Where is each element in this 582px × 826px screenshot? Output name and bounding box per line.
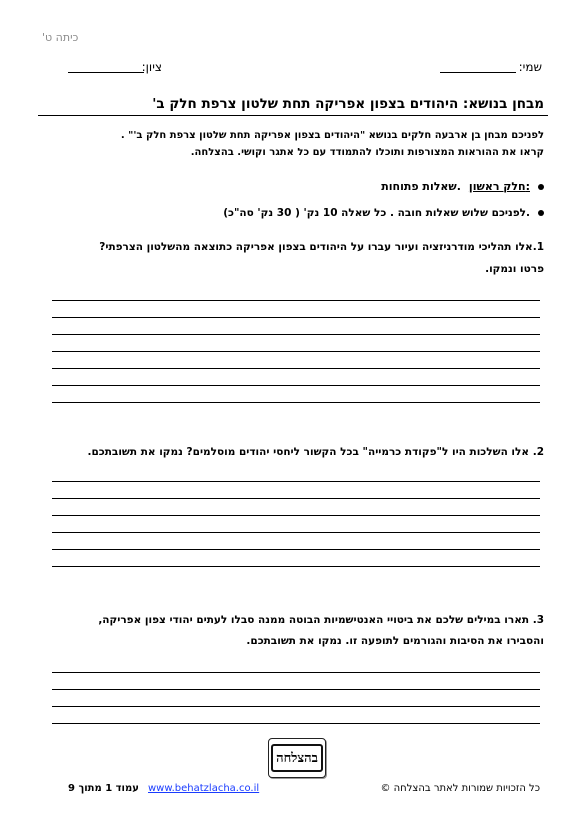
bullet-icon <box>538 210 544 216</box>
question-1-line-2: פרטו ונמקו. <box>485 263 544 275</box>
answer-line[interactable] <box>52 689 540 690</box>
answer-line[interactable] <box>52 351 540 352</box>
grade-label: כיתה ט' <box>42 31 79 44</box>
answer-line[interactable] <box>52 723 540 724</box>
answer-line[interactable] <box>52 532 540 533</box>
site-logo <box>268 738 326 778</box>
answer-line[interactable] <box>52 300 540 301</box>
section-instruction <box>34 207 544 219</box>
intro-line-1: לפניכם מבחן בן ארבעה חלקים בנושא "היהודים בצפון אפריקה תחת שלטון צרפת חלק ב'" . <box>120 130 544 141</box>
footer-page-number: עמוד 1 מתוך 9 <box>68 783 139 794</box>
question-3-line-1: 3. תארו במילים שלכם את ביטויי האנטישמיות הבוטה ממנה סבלו לעתים יהודי צפון אפריקה, <box>98 614 544 626</box>
bullet-icon <box>538 184 544 190</box>
answer-line[interactable] <box>52 368 540 369</box>
name-field[interactable] <box>440 72 516 73</box>
logo-text: בהצלחה <box>271 744 323 772</box>
answer-line[interactable] <box>52 566 540 567</box>
answer-line[interactable] <box>52 549 540 550</box>
question-3-line-2: והסבירו את הסיבות והגורמים לתופעה זו. נמקו את תשובתכם. <box>246 635 544 647</box>
instruction-text: לפניכם שלוש שאלות חובה . כל שאלה 10 נק' ( 30 נק' סה"כ). <box>223 207 530 219</box>
footer-site-link[interactable]: www.behatzlacha.co.il <box>148 783 260 794</box>
section-heading <box>34 180 544 193</box>
section-prefix: חלק ראשון: <box>468 180 530 193</box>
score-field[interactable] <box>68 72 144 73</box>
answer-line[interactable] <box>52 334 540 335</box>
answer-line[interactable] <box>52 706 540 707</box>
answer-line[interactable] <box>52 317 540 318</box>
answer-line[interactable] <box>52 402 540 403</box>
page-title: מבחן בנושא: היהודים בצפון אפריקה תחת שלטון צרפת חלק ב' <box>152 96 544 112</box>
question-2-line-1: 2. אלו השלכות היו ל"פקודת כרמייה" בכל הקשור ליחסי יהודים מוסלמים? נמקו את תשובתכם. <box>87 446 544 458</box>
intro-line-2: קראו את ההוראות המצורפות ותוכלו להתמודד עם כל אתגר וקושי. בהצלחה. <box>190 147 544 158</box>
answer-line[interactable] <box>52 515 540 516</box>
name-label: שמי: <box>518 60 542 74</box>
footer-copyright: כל הזכויות שמורות לאתר בהצלחה © <box>380 783 540 794</box>
score-label: ציון: <box>141 60 162 74</box>
question-1-line-1: 1.אלו תהליכי מודרניזציה ועיור עברו על היהודים בצפון אפריקה כתוצאה מהשלטון הצרפתי? <box>99 241 544 253</box>
answer-line[interactable] <box>52 498 540 499</box>
title-divider <box>38 115 548 116</box>
answer-line[interactable] <box>52 481 540 482</box>
section-title: שאלות פתוחות. <box>381 180 461 193</box>
answer-line[interactable] <box>52 672 540 673</box>
answer-line[interactable] <box>52 385 540 386</box>
